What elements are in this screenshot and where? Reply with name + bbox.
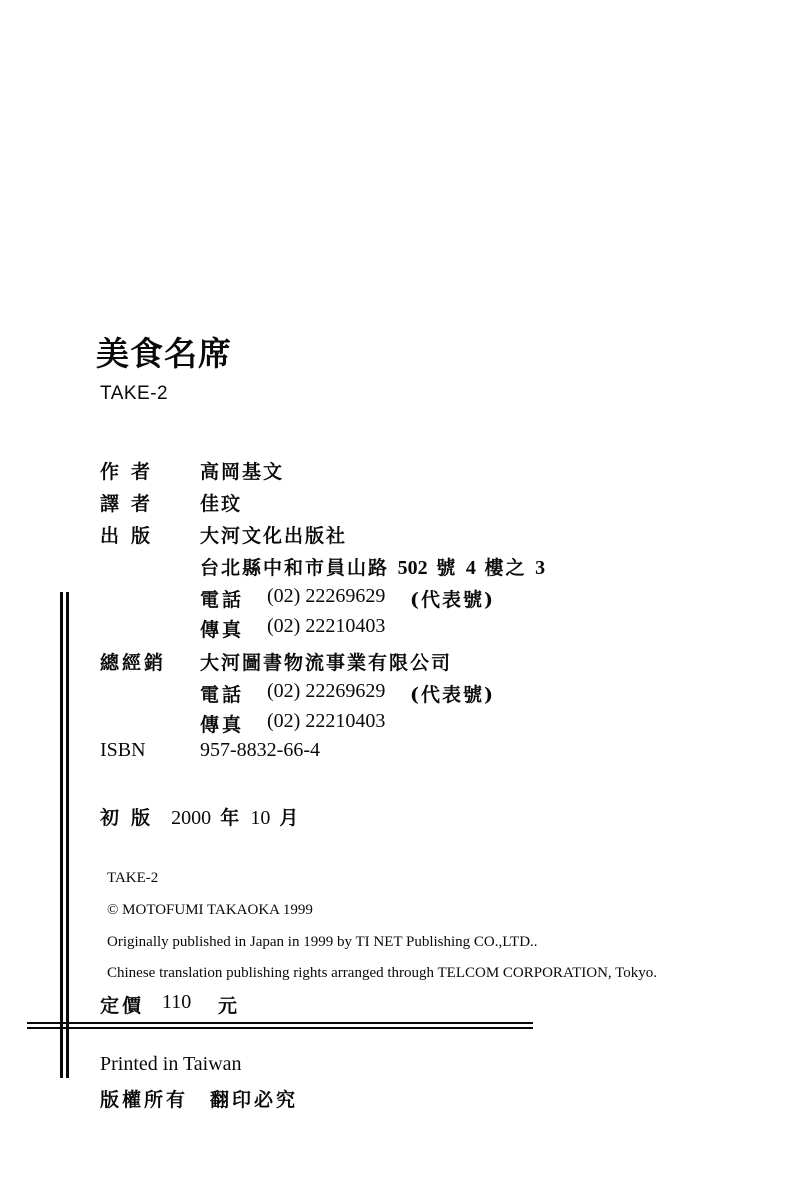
distributor-label: 總經銷 [100, 652, 167, 674]
edition-year-unit: 年 [220, 807, 242, 829]
publisher-phone-label: 電話 [200, 589, 245, 611]
distributor-fax-label: 傳真 [200, 714, 245, 736]
publisher-address [200, 553, 545, 580]
distributor-name: 大河圖書物流事業有限公司 [200, 652, 453, 674]
copyright-original: Originally published in Japan in 1999 by TI NET Publishing CO.,LTD.. [107, 934, 538, 950]
copyright-translation: Chinese translation publishing rights arranged through TELCOM CORPORATION, Tokyo. [107, 965, 658, 981]
rights-notice: 版權所有 翻印必究 [100, 1089, 299, 1111]
edition-month-unit: 月 [279, 807, 301, 829]
book-title: 美食名席 [96, 334, 232, 373]
distributor-phone-label: 電話 [200, 684, 245, 706]
vertical-rule-inner [66, 592, 69, 1078]
distributor-fax: (02) 22210403 [267, 710, 386, 732]
isbn-label: ISBN [100, 739, 146, 761]
author-label: 作者 [100, 461, 163, 483]
price-label: 定價 [100, 995, 145, 1017]
publisher-fax: (02) 22210403 [267, 615, 386, 637]
publisher-label: 出版 [100, 525, 163, 547]
book-subtitle: TAKE-2 [100, 383, 169, 404]
translator-name: 佳玟 [200, 493, 243, 515]
horizontal-rule-top [27, 1022, 533, 1024]
address-sub: 3 [535, 557, 546, 579]
distributor-phone-note: (代表號) [410, 684, 495, 706]
address-prefix: 台北縣中和市員山路 [200, 557, 390, 579]
copyright-notice: © MOTOFUMI TAKAOKA 1999 [107, 902, 313, 918]
vertical-rule-outer [60, 592, 63, 1078]
address-unit: 號 [436, 557, 458, 579]
copyright-title: TAKE-2 [107, 870, 159, 886]
price-unit: 元 [218, 995, 238, 1017]
publisher-phone: (02) 22269629 [267, 585, 386, 607]
publisher-phone-note: (代表號) [410, 589, 495, 611]
translator-label: 譯者 [100, 493, 163, 515]
publisher-fax-label: 傳真 [200, 619, 245, 641]
edition-month: 10 [250, 807, 271, 829]
price-amount: 110 [162, 991, 192, 1013]
distributor-phone: (02) 22269629 [267, 680, 386, 702]
publisher-name: 大河文化出版社 [200, 525, 348, 547]
author-name: 高岡基文 [200, 461, 285, 483]
address-number: 502 [397, 557, 428, 579]
edition-year: 2000 [171, 807, 212, 829]
address-floor: 4 [465, 557, 476, 579]
horizontal-rule-bottom [27, 1027, 533, 1029]
edition-label: 初版 [100, 807, 163, 829]
address-floor-suffix: 樓之 [484, 557, 527, 579]
printed-in: Printed in Taiwan [100, 1053, 242, 1075]
isbn-value: 957-8832-66-4 [200, 739, 320, 761]
edition-line [100, 803, 300, 830]
